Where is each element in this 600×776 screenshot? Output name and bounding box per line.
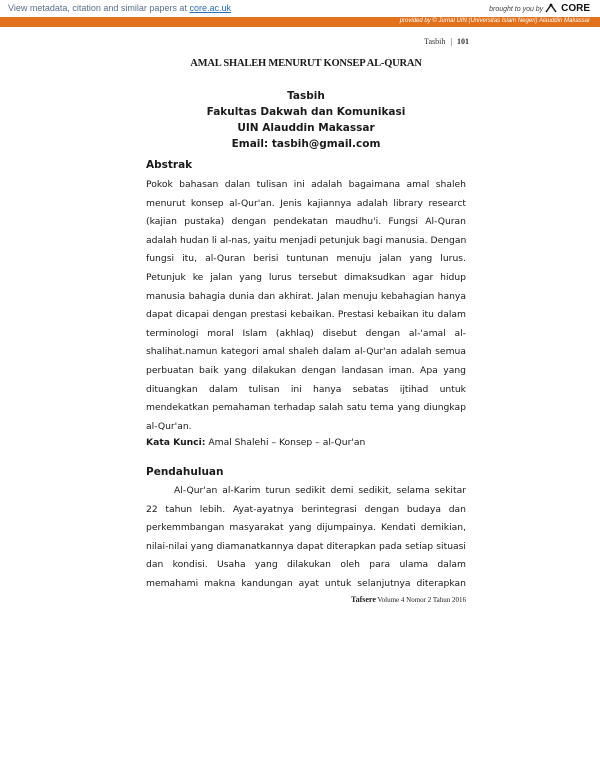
abstract-line: perbuatan baik yang dilakukan dengan landasan iman. Apa yang [146,364,466,376]
introduction-body [146,482,466,594]
core-logo-icon [545,3,557,15]
author-faculty: Fakultas Dakwah dan Komunikasi [206,106,406,118]
abstract-line: manusia bahagia dunia dan akhirat. Jalan menuju kebahagian hanya [146,290,466,302]
author-block [146,88,466,152]
abstract-line: terminologi moral Islam (akhlaq) disebut dengan al-'amal al- [146,327,466,339]
abstract-line: Petunjuk ke jalan yang lurus tersebut dimaksudkan agar hidup [146,271,466,283]
provider-bar [0,17,600,27]
header-author: Tasbih [424,37,446,46]
introduction-line: dan kondisi. Usaha yang dilakukan oleh para ulama dalam [146,559,466,571]
footer-journal: Tafsere [350,595,376,604]
abstract-line: dituangkan dalam tulisan ini hanya sebatas ijtihad untuk [146,383,466,395]
author-email: Email: tasbih@gmail.com [231,138,381,150]
core-banner [0,0,600,17]
introduction-heading: Pendahuluan [146,466,224,478]
abstract-line: al-Qur'an. [146,420,192,432]
abstract-line: Pokok bahasan dalan tulisan ini adalah bagaimana amal shaleh [146,179,466,190]
introduction-line: memahami makna kandungan ayat untuk selanjutnya diterapkan [146,577,466,589]
introduction-line: nilai-nilai yang diamanatkannya dapat diterapkan pada setiap situasi [146,540,466,552]
running-header [424,37,469,46]
abstract-line: dapat dicapai dengan prestasi kebaikan. Prestasi kebaikan itu dalam [146,309,466,321]
keywords-value: Amal Shalehi – Konsep – al-Qur'an [208,437,366,448]
introduction-line: 22 tahun lebih. Ayat-ayatnya berintegrasi dengan budaya dan [146,503,466,515]
core-brand: CORE [561,3,590,14]
keywords [146,437,365,448]
abstract-body [146,176,466,436]
page-number: 101 [457,37,469,46]
abstract-line: fungsi itu, al-Quran berisi tuntunan menuju jalan yang lurus. [146,253,466,265]
abstract-line: adalah hudan li al-nas, yaitu menjadi petunjuk bagi manusia. Dengan [146,234,466,246]
abstract-heading: Abstrak [146,159,193,171]
paper-title: AMAL SHALEH MENURUT KONSEP AL-QURAN [190,58,422,69]
author-university: UIN Alauddin Makassar [237,122,375,134]
provider-text: provided by © Jurnal UIN (Universitas Islam Negeri) Alauddin Makassar [399,18,590,24]
core-brought-text: brought to you by [489,6,544,13]
core-brought-by[interactable] [489,3,590,15]
abstract-line: (kajian pustaka) dengan pendekatan maudhu'i. Fungsi Al-Quran [146,216,466,228]
abstract-line: menurut konsep al-Qur'an. Jenis kajiannya adalah library researct [146,197,466,209]
keywords-label: Kata Kunci: [146,437,206,448]
core-link[interactable]: core.ac.uk [189,3,231,13]
introduction-line: perkemmbangan masyarakat yang dijumpainya. Kendati demikian, [146,522,466,534]
core-metadata-text: View metadata, citation and similar papers at [8,3,187,13]
abstract-line: mendekatkan pemahaman terhadap salah satu tema yang diungkap [146,402,466,414]
footer-issue: Volume 4 Nomor 2 Tahun 2016 [377,596,466,604]
abstract-line: shalihat.namun kategori amal shaleh dalam al-Qur'an adalah semua [146,346,466,358]
header-separator: | [450,37,452,46]
core-metadata-note [8,3,231,13]
author-name: Tasbih [287,90,325,102]
page-footer [351,595,466,604]
introduction-line: Al-Qur'an al-Karim turun sedikit demi sedikit, selama sekitar [174,485,466,496]
